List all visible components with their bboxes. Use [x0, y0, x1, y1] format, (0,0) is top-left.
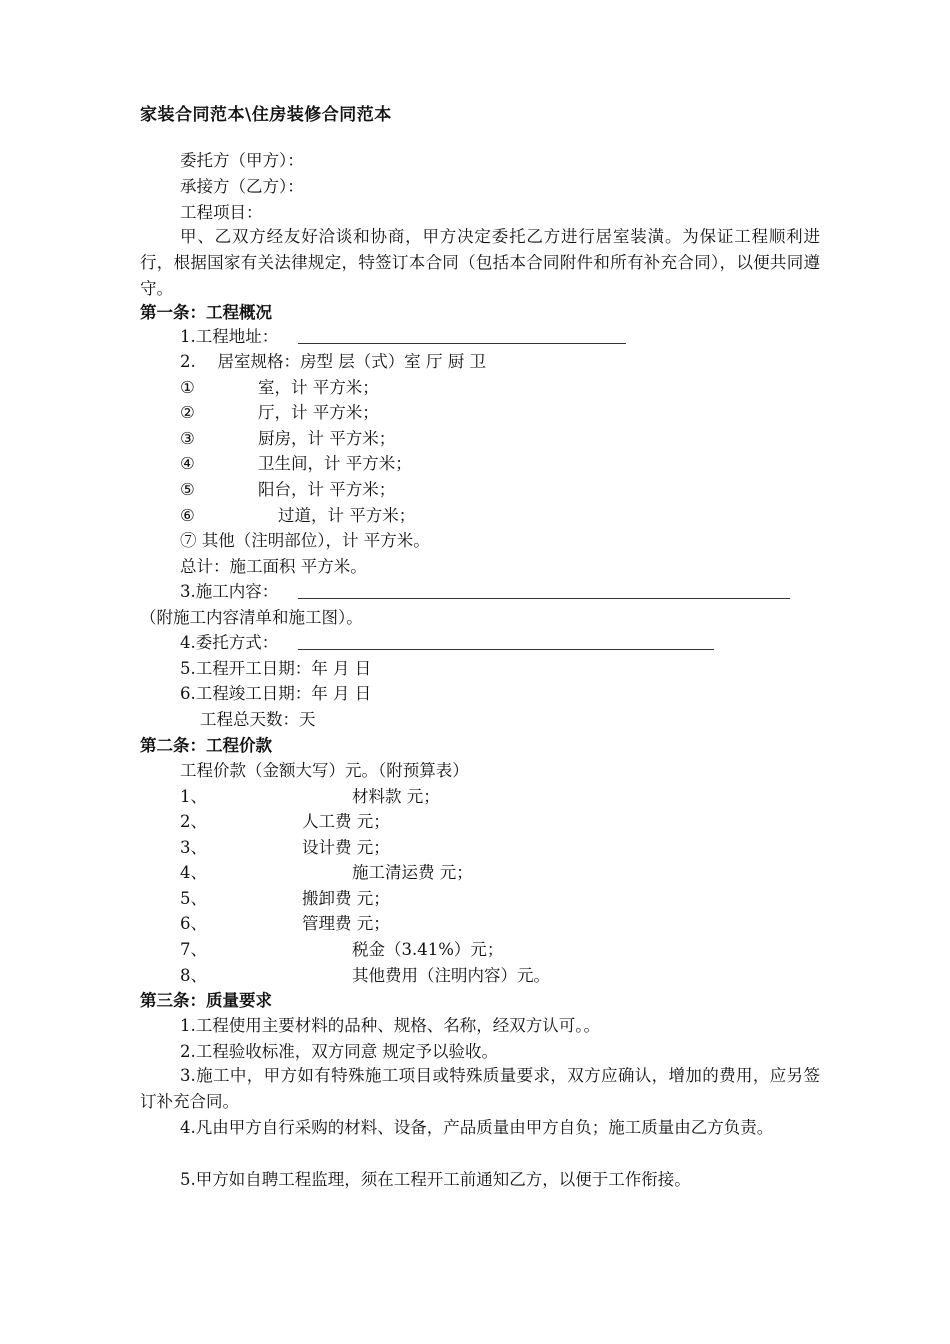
end-date-line: 6.工程竣工日期：年 月 日: [180, 684, 372, 703]
price-item-num: 4、: [180, 863, 207, 882]
room-num: ⑥: [180, 506, 195, 525]
room-num: ③: [180, 429, 195, 448]
room-text: 过道，计 平方米；: [278, 506, 416, 525]
price-item-num: 8、: [180, 966, 207, 985]
project-line: 工程项目：: [180, 203, 263, 222]
contractor-line: 承接方（乙方）：: [180, 177, 304, 196]
price-item-num: 2、: [180, 812, 207, 831]
content-line: 3.施工内容：: [180, 582, 279, 601]
client-line: 委托方（甲方）：: [180, 151, 304, 170]
total-area-line: 总计：施工面积 平方米。: [180, 557, 367, 576]
quality-item-4: 4.凡由甲方自行采购的材料、设备，产品质量由甲方自负；施工质量由乙方负责。: [180, 1118, 774, 1137]
room-num: ⑤: [180, 480, 195, 499]
address-blank: [298, 343, 626, 344]
price-item-num: 1、: [180, 787, 207, 806]
room-num: ④: [180, 454, 195, 473]
quality-item-3: 3.施工中，甲方如有特殊施工项目或特殊质量要求，双方应确认，增加的费用，应另签订补充合同。: [140, 1066, 820, 1111]
other-room-line: ⑦ 其他（注明部位），计 平方米。: [180, 531, 430, 550]
price-line: 工程价款（金额大写）元。（附预算表）: [180, 761, 469, 780]
address-line: 1.工程地址：: [180, 327, 279, 346]
price-item-num: 5、: [180, 889, 207, 908]
price-item-text: 管理费 元；: [302, 914, 390, 933]
content-blank: [298, 598, 790, 599]
room-text: 厅，计 平方米；: [258, 403, 379, 422]
document-title: 家装合同范本\住房装修合同范本: [140, 105, 392, 125]
method-blank: [298, 649, 714, 650]
price-item-text: 搬卸费 元；: [302, 889, 390, 908]
price-item-num: 7、: [180, 940, 207, 959]
intro-paragraph: 甲、乙双方经友好洽谈和协商，甲方决定委托乙方进行居室装潢。为保证工程顺利进行，根据国家有关法律规定，特签订本合同（包括本合同附件和所有补充合同），以便共同遵守。: [140, 227, 820, 298]
price-item-text: 设计费 元；: [302, 838, 390, 857]
spec-line: 2. 居室规格：房型 层（式）室 厅 厨 卫: [180, 352, 486, 371]
quality-item-1: 1.工程使用主要材料的品种、规格、名称，经双方认可。。: [180, 1016, 600, 1035]
method-line: 4.委托方式：: [180, 633, 279, 652]
article-3-heading: 第三条：质量要求: [140, 991, 272, 1010]
price-item-text: 人工费 元；: [302, 812, 390, 831]
room-num: ②: [180, 403, 195, 422]
price-item-num: 6、: [180, 914, 207, 933]
price-item-text: 施工清运费 元；: [352, 863, 473, 882]
content-note: （附施工内容清单和施工图）。: [140, 608, 363, 627]
start-date-line: 5.工程开工日期：年 月 日: [180, 659, 372, 678]
quality-item-2: 2.工程验收标准，双方同意 规定予以验收。: [180, 1042, 498, 1061]
room-text: 卫生间，计 平方米；: [258, 454, 412, 473]
price-item-num: 3、: [180, 838, 207, 857]
room-text: 室，计 平方米；: [258, 378, 379, 397]
article-2-heading: 第二条：工程价款: [140, 736, 272, 755]
price-item-text: 材料款 元；: [352, 787, 440, 806]
quality-item-5: 5.甲方如自聘工程监理，须在工程开工前通知乙方，以便于工作衔接。: [180, 1170, 691, 1189]
price-item-text: 其他费用（注明内容）元。: [352, 966, 550, 985]
room-text: 厨房，计 平方米；: [258, 429, 396, 448]
room-num: ①: [180, 378, 195, 397]
price-item-text: 税金（3.41%）元；: [352, 940, 504, 959]
total-days-line: 工程总天数：天: [200, 710, 316, 729]
article-1-heading: 第一条：工程概况: [140, 303, 272, 322]
room-text: 阳台，计 平方米；: [258, 480, 396, 499]
